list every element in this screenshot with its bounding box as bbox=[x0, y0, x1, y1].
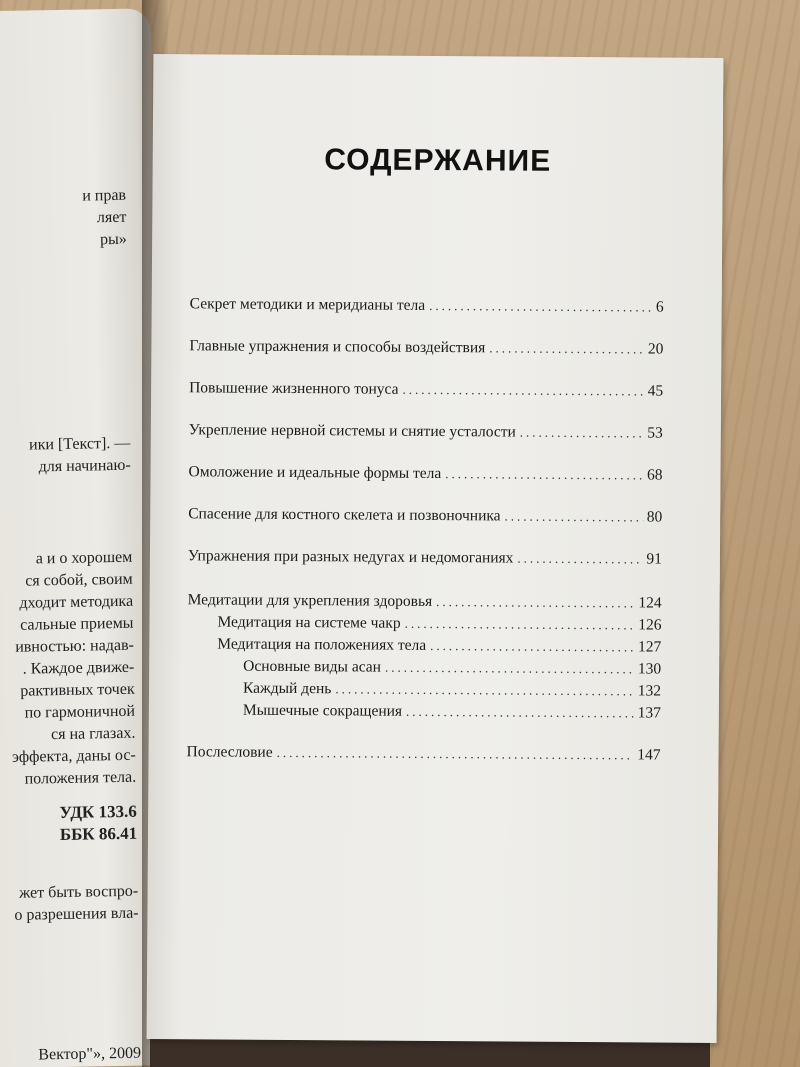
left-page-line: по гармоничной bbox=[24, 702, 136, 722]
toc-entry-page: 127 bbox=[638, 638, 662, 656]
toc-entry-label: Основные виды асан bbox=[243, 657, 382, 676]
toc-entry-page: 91 bbox=[646, 550, 662, 568]
toc-entry-label: Мышечные сокращения bbox=[242, 701, 403, 720]
toc-leader-dots bbox=[430, 636, 634, 657]
toc-entry-page: 132 bbox=[637, 682, 662, 700]
toc-leader-dots bbox=[405, 614, 635, 636]
toc-entry bbox=[189, 420, 663, 443]
page-title: СОДЕРЖАНИЕ bbox=[324, 143, 552, 178]
left-page-line: ся на глазах. bbox=[50, 724, 136, 744]
toc-leader-dots bbox=[520, 423, 644, 444]
toc-leader-dots bbox=[277, 743, 634, 765]
toc-entry-label: Омоложение и идеальные формы тела bbox=[188, 463, 442, 483]
left-page-line: и прав bbox=[82, 186, 127, 205]
left-page-line: . Каждое движе- bbox=[22, 658, 135, 678]
toc-entry bbox=[188, 590, 662, 613]
toc-leader-dots bbox=[505, 506, 643, 527]
left-page-line: ивностью: надав- bbox=[15, 636, 135, 656]
toc-leader-dots bbox=[436, 592, 634, 613]
toc-entry-label: Секрет методики и меридианы тела bbox=[189, 295, 426, 314]
udk-code: УДК 133.6 bbox=[59, 801, 137, 823]
toc-leader-dots bbox=[445, 464, 643, 485]
left-page-line: ляет bbox=[96, 208, 127, 227]
toc-entry-page: 147 bbox=[637, 746, 661, 764]
toc-entry-label: Медитации для укрепления здоровья bbox=[187, 591, 433, 610]
toc-subentry bbox=[187, 612, 661, 635]
toc-leader-dots bbox=[517, 549, 642, 570]
toc-entry bbox=[188, 546, 662, 569]
toc-leader-dots bbox=[489, 338, 644, 359]
toc-entry-page: 68 bbox=[646, 466, 663, 484]
left-page-line: жет быть воспро- bbox=[19, 882, 139, 902]
toc-entry-label: Упражнения при разных недугах и недомоганиях bbox=[187, 547, 514, 567]
left-page-line: для начинаю- bbox=[38, 456, 131, 476]
toc-entry-page: 137 bbox=[637, 704, 661, 722]
toc-entry bbox=[190, 294, 664, 317]
toc-entry-label: Послесловие bbox=[186, 743, 273, 761]
left-page-line: дходит методика bbox=[19, 592, 134, 612]
toc-entry-label: Медитация на системе чакр bbox=[217, 613, 401, 632]
toc-entry bbox=[187, 742, 661, 765]
left-page-line: рактивных точек bbox=[20, 680, 135, 700]
contents-page bbox=[147, 54, 724, 1043]
toc-entry-label: Медитация на положениях тела bbox=[217, 635, 427, 654]
toc-entry bbox=[188, 504, 662, 527]
toc-entry-page: 53 bbox=[647, 424, 663, 442]
toc-entry-page: 45 bbox=[647, 382, 664, 400]
left-page-line: а и о хорошем bbox=[35, 548, 133, 568]
toc-subsubentry bbox=[187, 678, 661, 701]
table-of-contents bbox=[186, 294, 664, 764]
copyright-line: Вектор"», 2009 bbox=[38, 1044, 142, 1064]
left-page-line: ры» bbox=[99, 230, 127, 249]
toc-entry-label: Каждый день bbox=[242, 679, 332, 698]
toc-leader-dots bbox=[385, 658, 634, 680]
toc-entry-label: Повышение жизненного тонуса bbox=[189, 379, 399, 398]
toc-entry-label: Укрепление нервной системы и снятие усталости bbox=[188, 421, 516, 441]
toc-subentry bbox=[187, 634, 661, 657]
toc-entry-page: 80 bbox=[646, 508, 663, 526]
left-page-line: положения тела. bbox=[24, 768, 137, 788]
toc-entry bbox=[188, 462, 662, 485]
toc-leader-dots bbox=[402, 380, 643, 402]
left-page-line: о разрешения вла- bbox=[14, 904, 139, 924]
toc-entry-page: 20 bbox=[647, 340, 664, 358]
toc-leader-dots bbox=[335, 679, 634, 701]
toc-entry bbox=[189, 378, 663, 401]
toc-subsubentry bbox=[187, 700, 661, 723]
bbk-code: ББК 86.41 bbox=[59, 823, 138, 845]
left-page-line: ики [Текст]. — bbox=[28, 434, 131, 454]
toc-leader-dots bbox=[406, 702, 634, 724]
toc-entry-page: 6 bbox=[655, 298, 664, 316]
toc-entry-page: 130 bbox=[637, 660, 662, 678]
toc-entry-page: 124 bbox=[638, 594, 662, 612]
toc-entry bbox=[189, 336, 663, 359]
left-page-line: ся собой, своим bbox=[25, 570, 133, 590]
toc-entry-page: 126 bbox=[638, 616, 662, 634]
toc-leader-dots bbox=[429, 296, 652, 318]
toc-subsubentry bbox=[187, 656, 661, 679]
left-page-line: сальные приемы bbox=[20, 614, 134, 634]
toc-entry-label: Спасение для костного скелета и позвоночника bbox=[188, 505, 501, 525]
left-page-line: эффекта, даны ос- bbox=[11, 746, 136, 766]
toc-entry-label: Главные упражнения и способы воздействия bbox=[189, 337, 486, 357]
